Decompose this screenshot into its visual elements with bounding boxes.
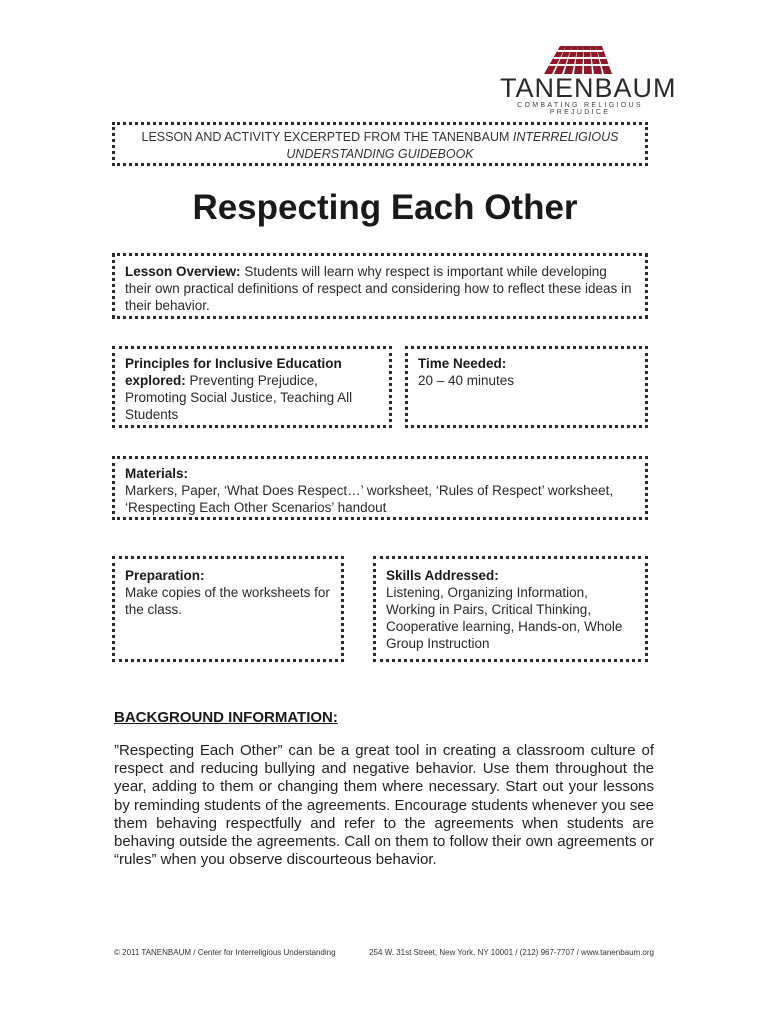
tanenbaum-logo [500,40,677,116]
skills-text: Listening, Organizing Information, Working in Pairs, Critical Thinking, Cooperative learning, Hands-on, Whole Group Instruction [386,585,623,651]
background-body: ”Respecting Each Other” can be a great tool in creating a classroom culture of respect and reducing bullying and negative behavior. Use them throughout the year, adding to them or changing them where necessary. Start out your lessons by reminding students of the agreements. Encourage students whenever you see them behaving respectfully and refer to the agreements when students are behaving outside the agreements. Call on them to follow their own agreements or “rules” when you observe discourteous behavior. [114,742,654,869]
footer-address: 254 W. 31st Street, New York, NY 10001 / (212) 967-7707 / www.tanenbaum.org [369,948,654,957]
footer-copyright: © 2011 TANENBAUM / Center for Interreligious Understanding [114,948,336,957]
principles-box [112,346,392,428]
time-needed-label: Time Needed: [418,356,507,371]
logo-wordmark: TANENBAUM [500,73,677,103]
preparation-text: Make copies of the worksheets for the class. [125,585,330,617]
principles-text: Preventing Prejudice, Promoting Social Justice, Teaching All Students [125,373,353,422]
excerpt-text: LESSON AND ACTIVITY EXCERPTED FROM THE TANENBAUM [141,130,513,144]
page-title: Respecting Each Other [192,188,578,227]
preparation-label: Preparation: [125,568,205,583]
time-needed-box [405,346,648,428]
preparation-box [112,556,344,662]
skills-box [373,556,648,662]
lesson-overview-label: Lesson Overview: [125,264,241,279]
excerpt-banner [112,122,648,166]
materials-label: Materials: [125,466,189,481]
materials-text: Markers, Paper, ‘What Does Respect…’ worksheet, ‘Rules of Respect’ worksheet, ‘Respecting Each Other Scenarios’ handout [125,483,614,515]
principles-label: Principles for Inclusive Education explored: [125,356,342,388]
logo-emblem-icon [500,40,660,74]
skills-label: Skills Addressed: [386,568,499,583]
lesson-overview-box [112,253,648,319]
excerpt-italic-title: INTERRELIGIOUS UNDERSTANDING GUIDEBOOK [286,130,619,161]
logo-tagline: COMBATING RELIGIOUS PREJUDICE [517,102,643,116]
lesson-overview-text: Students will learn why respect is important while developing their own practical definitions of respect and considering how to reflect these ideas in their behavior. [125,264,632,313]
materials-box [112,456,648,520]
background-heading: BACKGROUND INFORMATION: [114,709,338,726]
time-needed-text: 20 – 40 minutes [418,373,515,388]
